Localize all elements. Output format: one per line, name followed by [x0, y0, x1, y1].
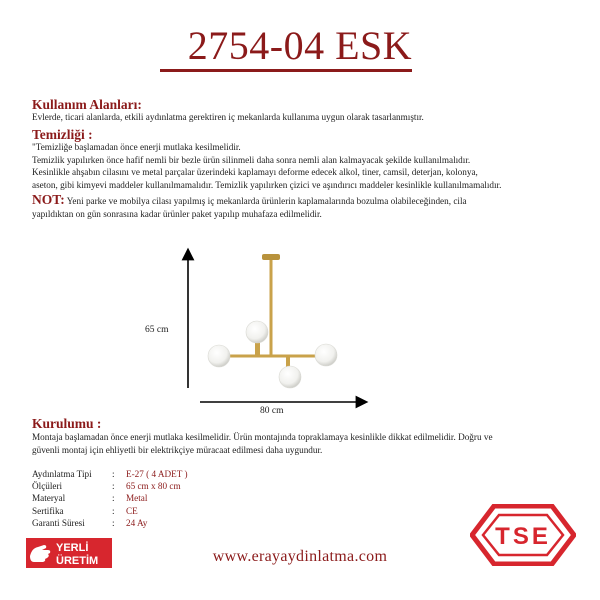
cleaning-heading: Temizliği : [32, 127, 93, 142]
note-line: Yeni parke ve mobilya cilası yapılmış iç mekanlarda ürünlerin kaplamalarında bozulma olabileceğinden, cila [66, 196, 467, 206]
height-label: 65 cm [145, 325, 169, 335]
chandelier-illustration [150, 238, 380, 428]
spec-value: CE [126, 505, 138, 516]
installation-line: güvenli montaj için ehliyetli bir elektrikçiye müracaat edilmesi daha uygundur. [32, 444, 323, 455]
spec-key: Aydınlatma Tipi [32, 469, 92, 479]
cleaning-text [32, 141, 577, 191]
spec-separator: : [112, 493, 115, 504]
spec-row [32, 480, 188, 492]
spec-separator: : [112, 505, 115, 516]
horizontal-bar [222, 355, 322, 358]
usage-line: Evlerde, ticari alanlarda, etkili aydınlatma gerektiren iç mekanlarda kullanıma uygun olarak tasarlanmıştır. [32, 112, 424, 122]
vertical-rod [270, 260, 273, 356]
tse-text: TSE [495, 523, 551, 550]
spec-separator: : [112, 469, 115, 479]
note-label: NOT: [32, 192, 65, 207]
spec-key: Ölçüleri [32, 481, 63, 492]
globe-upper [246, 321, 268, 343]
globe-right [315, 344, 337, 366]
width-label: 80 cm [260, 406, 284, 416]
spec-value: E-27 ( 4 ADET ) [126, 469, 188, 479]
product-title: 2754-04 ESK [187, 23, 413, 68]
badge-line2: ÜRETİM [56, 555, 99, 567]
spec-value: 24 Ay [126, 517, 148, 528]
spec-key: Garanti Süresi [32, 517, 85, 528]
globe-left [208, 345, 230, 367]
spec-row [32, 505, 188, 517]
specs-table [32, 468, 188, 529]
cleaning-line: Temizlik yapılırken önce hafif nemli bir bezle ürün silinmeli daha sonra nemli alan kalmayacak şekilde kullanılmalıdır. [32, 154, 471, 165]
ceiling-canopy [262, 254, 280, 260]
usage-heading: Kullanım Alanları: [32, 97, 142, 112]
usage-text [32, 111, 577, 124]
spec-row [32, 492, 188, 504]
spec-key: Sertifika [32, 505, 64, 516]
website-link[interactable]: www.erayaydinlatma.com [212, 548, 388, 565]
badge-line1: YERLİ [56, 542, 89, 554]
note-line: yapıldıktan on gün sonrasına kadar ürünler paket yapılıp muhafaza edilmelidir. [32, 208, 322, 219]
spec-separator: : [112, 481, 115, 492]
installation-line: Montaja başlamadan önce enerji mutlaka kesilmelidir. Ürün montajında topraklamaya kesinlikle dikkat edilmelidir. Doğru ve [32, 432, 493, 442]
spec-row [32, 517, 188, 529]
tse-logo [470, 504, 576, 566]
spec-value: Metal [126, 493, 148, 504]
cleaning-line: Kesinlikle ahşabın cilasını ve metal parçalar üzerindeki kaplamayı deforme edecek alkol, tiner, camsil, deterjan, kolonya, [32, 167, 478, 177]
spec-key: Materyal [32, 493, 66, 504]
cleaning-line: "Temizliğe başlamadan önce enerji mutlaka kesilmelidir. [32, 142, 241, 152]
spec-value: 65 cm x 80 cm [126, 481, 181, 492]
tse-emblem [470, 504, 576, 566]
installation-text [32, 431, 577, 456]
note-block [32, 194, 577, 220]
spec-row [32, 468, 188, 480]
spec-separator: : [112, 517, 115, 528]
product-diagram [145, 238, 380, 428]
cleaning-line: aseton, gibi kimyevi maddeler kullanılmamalıdır. Temizlik yapılırken çizici ve aşındırıcı maddeler kesinlikle kullanılmamalıdır. [32, 179, 502, 190]
title-underline [160, 69, 412, 72]
globe-lower [279, 366, 301, 388]
installation-heading: Kurulumu : [32, 416, 102, 431]
